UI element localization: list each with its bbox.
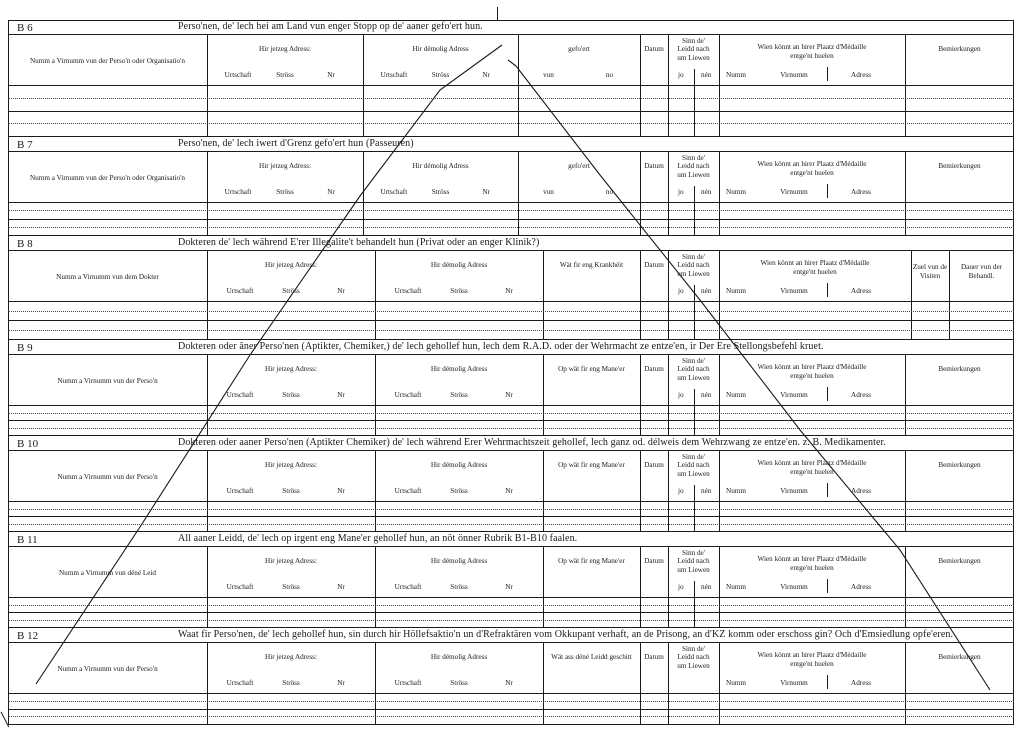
column-divider [543, 643, 544, 724]
manner-header: Op wät fir eng Mane'er [558, 365, 625, 373]
former-address-header: Hir démolig Adress [430, 261, 488, 269]
remarks-header: Bemierkungen [938, 162, 981, 170]
current-address-header: Hir jetzeg Adress: [265, 365, 317, 373]
section-code: B 6 [17, 22, 33, 34]
medal-subdivider [827, 184, 828, 198]
number-subheader: Nr [337, 679, 345, 687]
entry-row-rule [8, 111, 1014, 112]
entry-guide-dots [8, 123, 1014, 124]
street-subheader: Ströss [450, 487, 468, 495]
entry-row-rule [8, 516, 1014, 517]
remarks-header: Bemierkungen [938, 365, 981, 373]
former-address-header: Hir démolig Adress [430, 653, 488, 661]
town-subheader: Urtschaft [394, 391, 422, 399]
entry-guide-dots [8, 330, 1014, 331]
section-code: B 12 [17, 630, 39, 642]
section-header [8, 137, 1014, 152]
entry-guide-dots [8, 620, 1014, 621]
yes-subheader: jo [677, 287, 684, 295]
town-subheader: Urtschaft [226, 679, 254, 687]
remarks-header: Bemierkungen [938, 461, 981, 469]
section-title: Dokteren oder âner Perso'nen (Aptikter, Chemiker,) de' lech gehollef hun, lech dem R.A.D. oder der Wehrmacht ze entze'en, ir Der Ere Stellongsbefehl kruet. [178, 341, 824, 352]
section-code: B 8 [17, 238, 33, 250]
current-address-header: Hir jetzeg Adress: [265, 557, 317, 565]
section-title: All aaner Leidd, de' lech op irgent eng Mane'er gehollef hun, an nöt önner Rubrik B1-B10 faalen. [178, 533, 578, 544]
town-subheader: Urtschaft [226, 583, 254, 591]
no-subheader: nén [701, 287, 712, 295]
entry-row-rule [8, 420, 1014, 421]
illness-header: Wät fir eng Krankhéit [559, 261, 624, 269]
medal-recipient-header: Wien könnt an hirer Plaatz d'Médaille entge'nt huelen [760, 259, 870, 276]
name-column-header: Numm a Virnumm vun dem Dokter [56, 273, 159, 281]
number-subheader: Nr [327, 188, 335, 196]
name-column-header: Numm a Virnumm vun der Perso'n oder Organisatio'n [29, 57, 185, 65]
entry-guide-dots [8, 98, 1014, 99]
medal-name-subheader: Numm [726, 287, 746, 295]
column-header-rule [8, 693, 1014, 694]
medal-recipient-header: Wien könnt an hirer Plaatz d'Médaille entge'nt huelen [757, 459, 867, 476]
town-subheader: Urtschaft [380, 71, 408, 79]
from-subheader: vun [543, 71, 554, 79]
medal-first-name-subheader: Virnumm [780, 287, 808, 295]
no-subheader: nén [701, 188, 712, 196]
column-divider [719, 355, 720, 435]
name-column-header: Numm a Virnumm vun der Perso'n [57, 377, 158, 385]
column-divider [543, 355, 544, 435]
section-title: Perso'nen, de' lech hei am Land vun enger Stopp op de' aaner gefo'ert hun. [178, 21, 483, 32]
street-subheader: Ströss [450, 391, 468, 399]
town-subheader: Urtschaft [380, 188, 408, 196]
date-header: Datum [644, 45, 664, 53]
medal-recipient-header: Wien könnt an hirer Plaatz d'Médaille entge'nt huelen [757, 651, 867, 668]
section-b10 [8, 436, 1014, 532]
corner-pen-mark: ╲ [1, 712, 9, 727]
section-bottom-rule [8, 724, 1014, 725]
column-divider [719, 451, 720, 531]
column-divider [543, 547, 544, 627]
street-subheader: Ströss [450, 679, 468, 687]
date-header: Datum [644, 162, 664, 170]
medal-subdivider [827, 67, 828, 81]
remarks-header: Bemierkungen [938, 653, 981, 661]
date-header: Datum [644, 461, 664, 469]
remarks-header: Bemierkungen [938, 557, 981, 565]
medal-first-name-subheader: Virnumm [780, 391, 808, 399]
medal-address-subheader: Adress [851, 679, 871, 687]
section-b7 [8, 137, 1014, 236]
medal-address-subheader: Adress [851, 71, 871, 79]
town-subheader: Urtschaft [394, 287, 422, 295]
section-header [8, 236, 1014, 251]
former-address-header: Hir démolig Adress [430, 557, 488, 565]
medal-name-subheader: Numm [726, 71, 746, 79]
treatment-duration-header: Dauer vun der Behandl. [960, 263, 1003, 280]
section-code: B 10 [17, 438, 39, 450]
town-subheader: Urtschaft [224, 188, 252, 196]
column-header-rule [8, 501, 1014, 502]
yes-subheader: jo [677, 391, 684, 399]
column-header-rule [8, 202, 1014, 203]
medal-address-subheader: Adress [851, 583, 871, 591]
entry-row-rule [8, 219, 1014, 220]
entry-guide-dots [8, 701, 1014, 702]
alive-header: Sinn de' Leidd nach um Liewen [677, 37, 710, 62]
street-subheader: Ströss [276, 71, 294, 79]
section-title: Waat fir Perso'nen, de' lech gehollef hun, sin durch hir Höllefsaktio'n un d'Refraktären vom Okkupant verhaft, an de Prisong, an d'KZ komm oder erschoss gin? Och d'Emsiedlung opfe'eren. [178, 629, 954, 640]
number-subheader: Nr [482, 71, 490, 79]
entry-guide-dots [8, 524, 1014, 525]
section-header [8, 436, 1014, 451]
town-subheader: Urtschaft [394, 583, 422, 591]
medal-recipient-header: Wien könnt an hirer Plaatz d'Médaille entge'nt huelen [757, 160, 867, 177]
column-divider [719, 152, 720, 235]
section-header [8, 628, 1014, 643]
number-subheader: Nr [337, 583, 345, 591]
entry-guide-dots [8, 311, 1014, 312]
medal-subdivider [827, 579, 828, 593]
number-subheader: Nr [505, 583, 513, 591]
town-subheader: Urtschaft [226, 487, 254, 495]
entry-guide-dots [8, 509, 1014, 510]
medal-name-subheader: Numm [726, 487, 746, 495]
manner-header: Wät ass déné Leidd geschitt [551, 653, 632, 661]
column-header-rule [8, 301, 1014, 302]
former-address-header: Hir démolig Adress [430, 461, 488, 469]
town-subheader: Urtschaft [394, 679, 422, 687]
former-address-header: Hir démolig Adress [412, 162, 469, 170]
visits-header: Zuel vun de Visiten [912, 263, 948, 280]
remarks-header: Bemierkungen [938, 45, 981, 53]
section-title: Dokteren oder aaner Perso'nen (Aptikter Chemiker) de' lech während Erer Wehrmachtszeit gehollef, lech ganz od. délweis dem Wehrzwang ze entze'en. z. B. Medikamenter. [178, 437, 886, 448]
column-divider [543, 451, 544, 531]
no-subheader: nén [701, 391, 712, 399]
entry-guide-dots [8, 605, 1014, 606]
column-divider [668, 643, 669, 724]
entry-guide-dots [8, 428, 1014, 429]
number-subheader: Nr [482, 188, 490, 196]
current-address-header: Hir jetzeg Adress: [259, 45, 311, 53]
no-subheader: nén [701, 487, 712, 495]
name-column-header: Numm a Virnumm vun der Perso'n [57, 473, 158, 481]
yes-subheader: jo [677, 71, 684, 79]
medal-first-name-subheader: Virnumm [780, 71, 808, 79]
medal-subdivider [827, 387, 828, 401]
medal-address-subheader: Adress [851, 287, 871, 295]
section-title: Perso'nen, de' lech iwert d'Grenz gefo'ert hun (Passeuren) [178, 138, 414, 149]
medal-first-name-subheader: Virnumm [780, 679, 808, 687]
street-subheader: Ströss [431, 188, 450, 196]
medal-address-subheader: Adress [851, 188, 871, 196]
transported-header: gefo'ert [568, 162, 590, 170]
entry-row-rule [8, 320, 1014, 321]
section-code: B 7 [17, 139, 33, 151]
current-address-header: Hir jetzeg Adress: [265, 653, 317, 661]
column-header-rule [8, 85, 1014, 86]
medal-name-subheader: Numm [726, 188, 746, 196]
manner-header: Op wät fir eng Mane'er [558, 557, 625, 565]
medal-address-subheader: Adress [851, 391, 871, 399]
column-divider [949, 251, 950, 339]
entry-guide-dots [8, 210, 1014, 211]
medal-first-name-subheader: Virnumm [780, 188, 808, 196]
column-divider [719, 547, 720, 627]
yes-subheader: jo [677, 188, 684, 196]
town-subheader: Urtschaft [394, 487, 422, 495]
number-subheader: Nr [505, 391, 513, 399]
medal-first-name-subheader: Virnumm [780, 583, 808, 591]
town-subheader: Urtschaft [226, 391, 254, 399]
entry-guide-dots [8, 413, 1014, 414]
current-address-header: Hir jetzeg Adress: [265, 461, 317, 469]
street-subheader: Ströss [450, 287, 468, 295]
section-header [8, 532, 1014, 547]
alive-header: Sinn de' Leidd nach um Liewen [677, 357, 710, 382]
medal-recipient-header: Wien könnt an hirer Plaatz d'Médaille entge'nt huelen [757, 363, 867, 380]
town-subheader: Urtschaft [224, 71, 252, 79]
alive-header: Sinn de' Leidd nach um Liewen [677, 453, 710, 478]
entry-row-rule [8, 612, 1014, 613]
section-code: B 11 [17, 534, 38, 546]
former-address-header: Hir démolig Adress [412, 45, 469, 53]
to-subheader: no [605, 71, 614, 79]
column-header-rule [8, 405, 1014, 406]
alive-header: Sinn de' Leidd nach um Liewen [677, 253, 710, 278]
section-title: Dokteren de' lech während E'rer Illegalite't behandelt hun (Privat oder an enger Klinik?) [178, 237, 540, 248]
section-b6 [8, 20, 1014, 137]
town-subheader: Urtschaft [226, 287, 254, 295]
date-header: Datum [644, 365, 664, 373]
number-subheader: Nr [337, 487, 345, 495]
date-header: Datum [644, 261, 664, 269]
street-subheader: Ströss [282, 287, 300, 295]
street-subheader: Ströss [431, 71, 450, 79]
street-subheader: Ströss [282, 679, 300, 687]
alive-header: Sinn de' Leidd nach um Liewen [677, 645, 710, 670]
column-divider [719, 643, 720, 724]
number-subheader: Nr [505, 487, 513, 495]
former-address-header: Hir démolig Adress [430, 365, 488, 373]
medal-name-subheader: Numm [726, 583, 746, 591]
date-header: Datum [644, 653, 664, 661]
medal-recipient-header: Wien könnt an hirer Plaatz d'Médaille entge'nt huelen [757, 555, 867, 572]
medal-subdivider [827, 283, 828, 297]
number-subheader: Nr [337, 287, 345, 295]
medal-first-name-subheader: Virnumm [780, 487, 808, 495]
date-header: Datum [644, 557, 664, 565]
number-subheader: Nr [505, 287, 513, 295]
medal-subdivider [827, 483, 828, 497]
number-subheader: Nr [327, 71, 335, 79]
medal-name-subheader: Numm [726, 391, 746, 399]
yes-subheader: jo [677, 583, 684, 591]
manner-header: Op wät fir eng Mane'er [558, 461, 625, 469]
street-subheader: Ströss [282, 487, 300, 495]
column-divider [543, 251, 544, 339]
from-subheader: vun [543, 188, 554, 196]
street-subheader: Ströss [282, 391, 300, 399]
alive-header: Sinn de' Leidd nach um Liewen [677, 154, 710, 179]
section-b11 [8, 532, 1014, 628]
section-header [8, 340, 1014, 355]
alive-header: Sinn de' Leidd nach um Liewen [677, 549, 710, 574]
column-header-rule [8, 597, 1014, 598]
column-divider [719, 251, 720, 339]
medal-name-subheader: Numm [726, 679, 746, 687]
to-subheader: no [605, 188, 614, 196]
section-b9 [8, 340, 1014, 436]
street-subheader: Ströss [282, 583, 300, 591]
no-subheader: nén [701, 71, 712, 79]
street-subheader: Ströss [450, 583, 468, 591]
name-column-header: Numm a Virnumm vun der Perso'n [57, 665, 158, 673]
top-center-tick [497, 7, 498, 20]
name-column-header: Numm a Virnumm vun déné Leid [58, 569, 157, 577]
yes-subheader: jo [677, 487, 684, 495]
medal-address-subheader: Adress [851, 487, 871, 495]
street-subheader: Ströss [276, 188, 294, 196]
number-subheader: Nr [505, 679, 513, 687]
section-b12 [8, 628, 1014, 725]
section-header [8, 20, 1014, 35]
medal-subdivider [827, 675, 828, 689]
medal-recipient-header: Wien könnt an hirer Plaatz d'Médaille entge'nt huelen [757, 43, 867, 60]
entry-guide-dots [8, 227, 1014, 228]
transported-header: gefo'ert [568, 45, 590, 53]
section-b8 [8, 236, 1014, 340]
no-subheader: nén [701, 583, 712, 591]
current-address-header: Hir jetzeg Adress: [265, 261, 317, 269]
section-code: B 9 [17, 342, 33, 354]
entry-row-rule [8, 709, 1014, 710]
current-address-header: Hir jetzeg Adress: [259, 162, 311, 170]
name-column-header: Numm a Virnumm vun der Perso'n oder Organisatio'n [29, 174, 185, 182]
entry-guide-dots [8, 716, 1014, 717]
number-subheader: Nr [337, 391, 345, 399]
